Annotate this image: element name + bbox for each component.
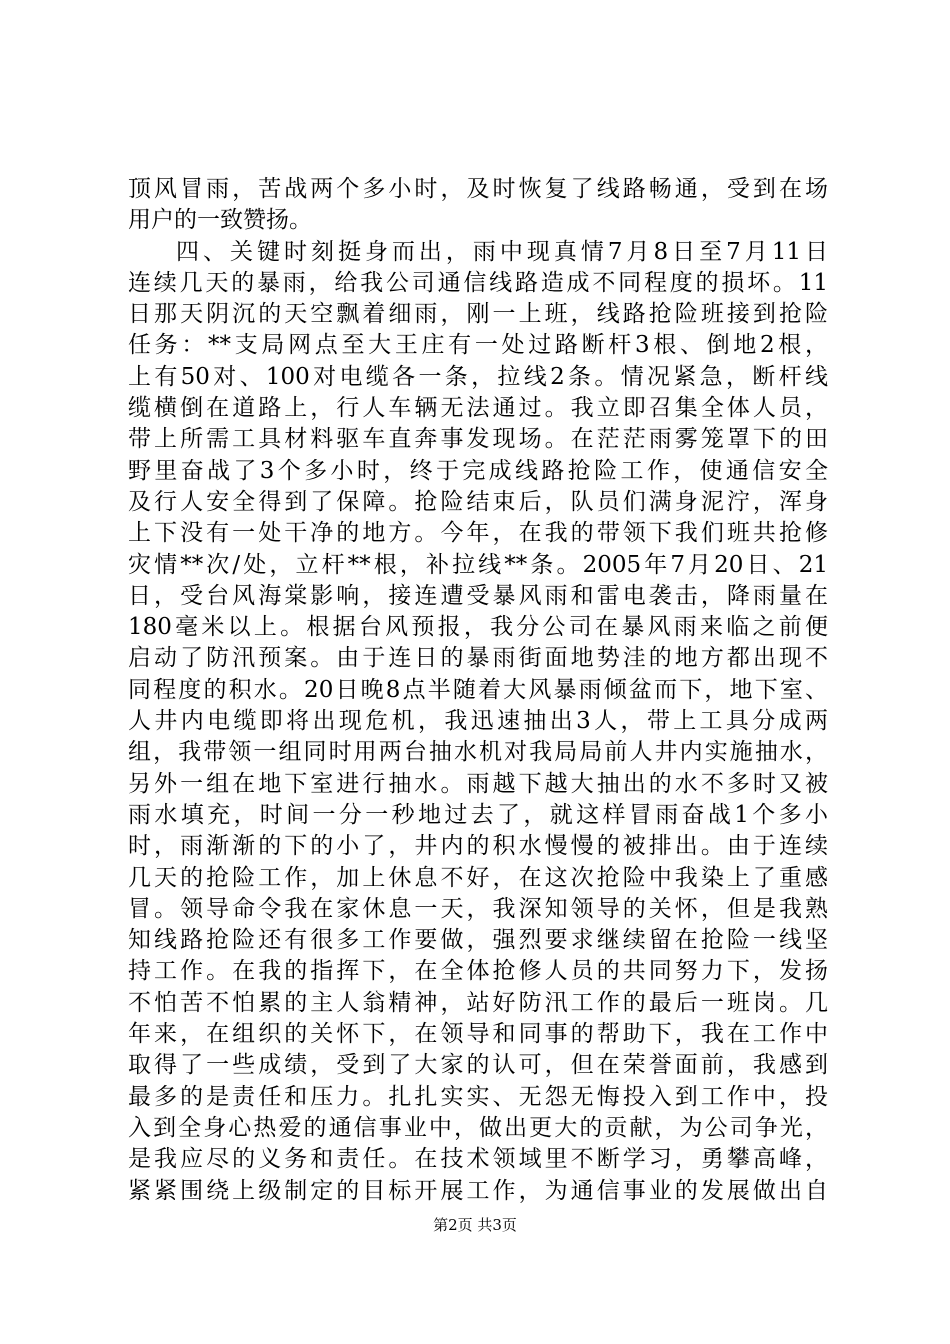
text-line: 启动了防汛预案。由于连日的暴雨街面地势洼的地方都出现不 <box>128 645 828 672</box>
text-line: 上有50对、100对电缆各一条，拉线2条。情况紧急，断杆线 <box>128 363 828 390</box>
text-line: 冒。领导命令我在家休息一天，我深知领导的关怀，但是我熟 <box>128 895 828 922</box>
text-line: 带上所需工具材料驱车直奔事发现场。在茫茫雨雾笼罩下的田 <box>128 426 828 453</box>
text-line: 是我应尽的义务和责任。在技术领域里不断学习，勇攀高峰， <box>128 1146 828 1173</box>
text-line: 日那天阴沉的天空飘着细雨，刚一上班，线路抢险班接到抢险 <box>128 301 828 328</box>
text-line: 雨水填充，时间一分一秒地过去了，就这样冒雨奋战1个多小 <box>128 801 828 828</box>
text-line: 时，雨渐渐的下的小了，井内的积水慢慢的被排出。由于连续 <box>128 833 828 860</box>
text-line: 连续几天的暴雨，给我公司通信线路造成不同程度的损坏。11 <box>128 269 828 296</box>
text-line: 紧紧围绕上级制定的目标开展工作，为通信事业的发展做出自 <box>128 1177 828 1204</box>
page-number: 第2页 共3页 <box>433 1216 517 1234</box>
text-line: 四、关键时刻挺身而出，雨中现真情7月8日至7月11日 <box>176 238 828 265</box>
text-line: 同程度的积水。20日晚8点半随着大风暴雨倾盆而下，地下室、 <box>128 676 828 703</box>
body-text <box>128 174 828 1207</box>
text-line: 灾情**次/处，立杆**根，补拉线**条。2005年7月20日、21 <box>128 551 828 578</box>
text-line: 组，我带领一组同时用两台抽水机对我局局前人井内实施抽水， <box>128 739 828 766</box>
text-line: 及行人安全得到了保障。抢险结束后，队员们满身泥泞，浑身 <box>128 488 828 515</box>
text-line: 上下没有一处干净的地方。今年，在我的带领下我们班共抢修 <box>128 520 828 547</box>
text-line: 另外一组在地下室进行抽水。雨越下越大抽出的水不多时又被 <box>128 770 828 797</box>
text-line: 日，受台风海棠影响，接连遭受暴风雨和雷电袭击，降雨量在 <box>128 582 828 609</box>
text-line: 入到全身心热爱的通信事业中，做出更大的贡献，为公司争光， <box>128 1114 828 1141</box>
text-line: 持工作。在我的指挥下，在全体抢修人员的共同努力下，发扬 <box>128 958 828 985</box>
text-line: 野里奋战了3个多小时，终于完成线路抢险工作，使通信安全 <box>128 457 828 484</box>
text-line: 年来，在组织的关怀下，在领导和同事的帮助下，我在工作中 <box>128 1021 828 1048</box>
text-line: 用户的一致赞扬。 <box>128 207 312 234</box>
text-line: 最多的是责任和压力。扎扎实实、无怨无悔投入到工作中，投 <box>128 1083 828 1110</box>
text-line: 知线路抢险还有很多工作要做，强烈要求继续留在抢险一线坚 <box>128 927 828 954</box>
text-line: 几天的抢险工作，加上休息不好，在这次抢险中我染上了重感 <box>128 864 828 891</box>
text-line: 缆横倒在道路上，行人车辆无法通过。我立即召集全体人员， <box>128 395 828 422</box>
text-line: 取得了一些成绩，受到了大家的认可，但在荣誉面前，我感到 <box>128 1052 828 1079</box>
page-footer <box>0 1215 950 1235</box>
text-line: 顶风冒雨，苦战两个多小时，及时恢复了线路畅通，受到在场 <box>128 176 828 202</box>
text-line: 任务：**支局网点至大王庄有一处过路断杆3根、倒地2根， <box>128 332 828 359</box>
text-line: 180毫米以上。根据台风预报，我分公司在暴风雨来临之前便 <box>128 614 828 641</box>
text-line: 不怕苦不怕累的主人翁精神，站好防汛工作的最后一班岗。几 <box>128 989 828 1016</box>
text-line: 人井内电缆即将出现危机，我迅速抽出3人，带上工具分成两 <box>128 708 828 735</box>
